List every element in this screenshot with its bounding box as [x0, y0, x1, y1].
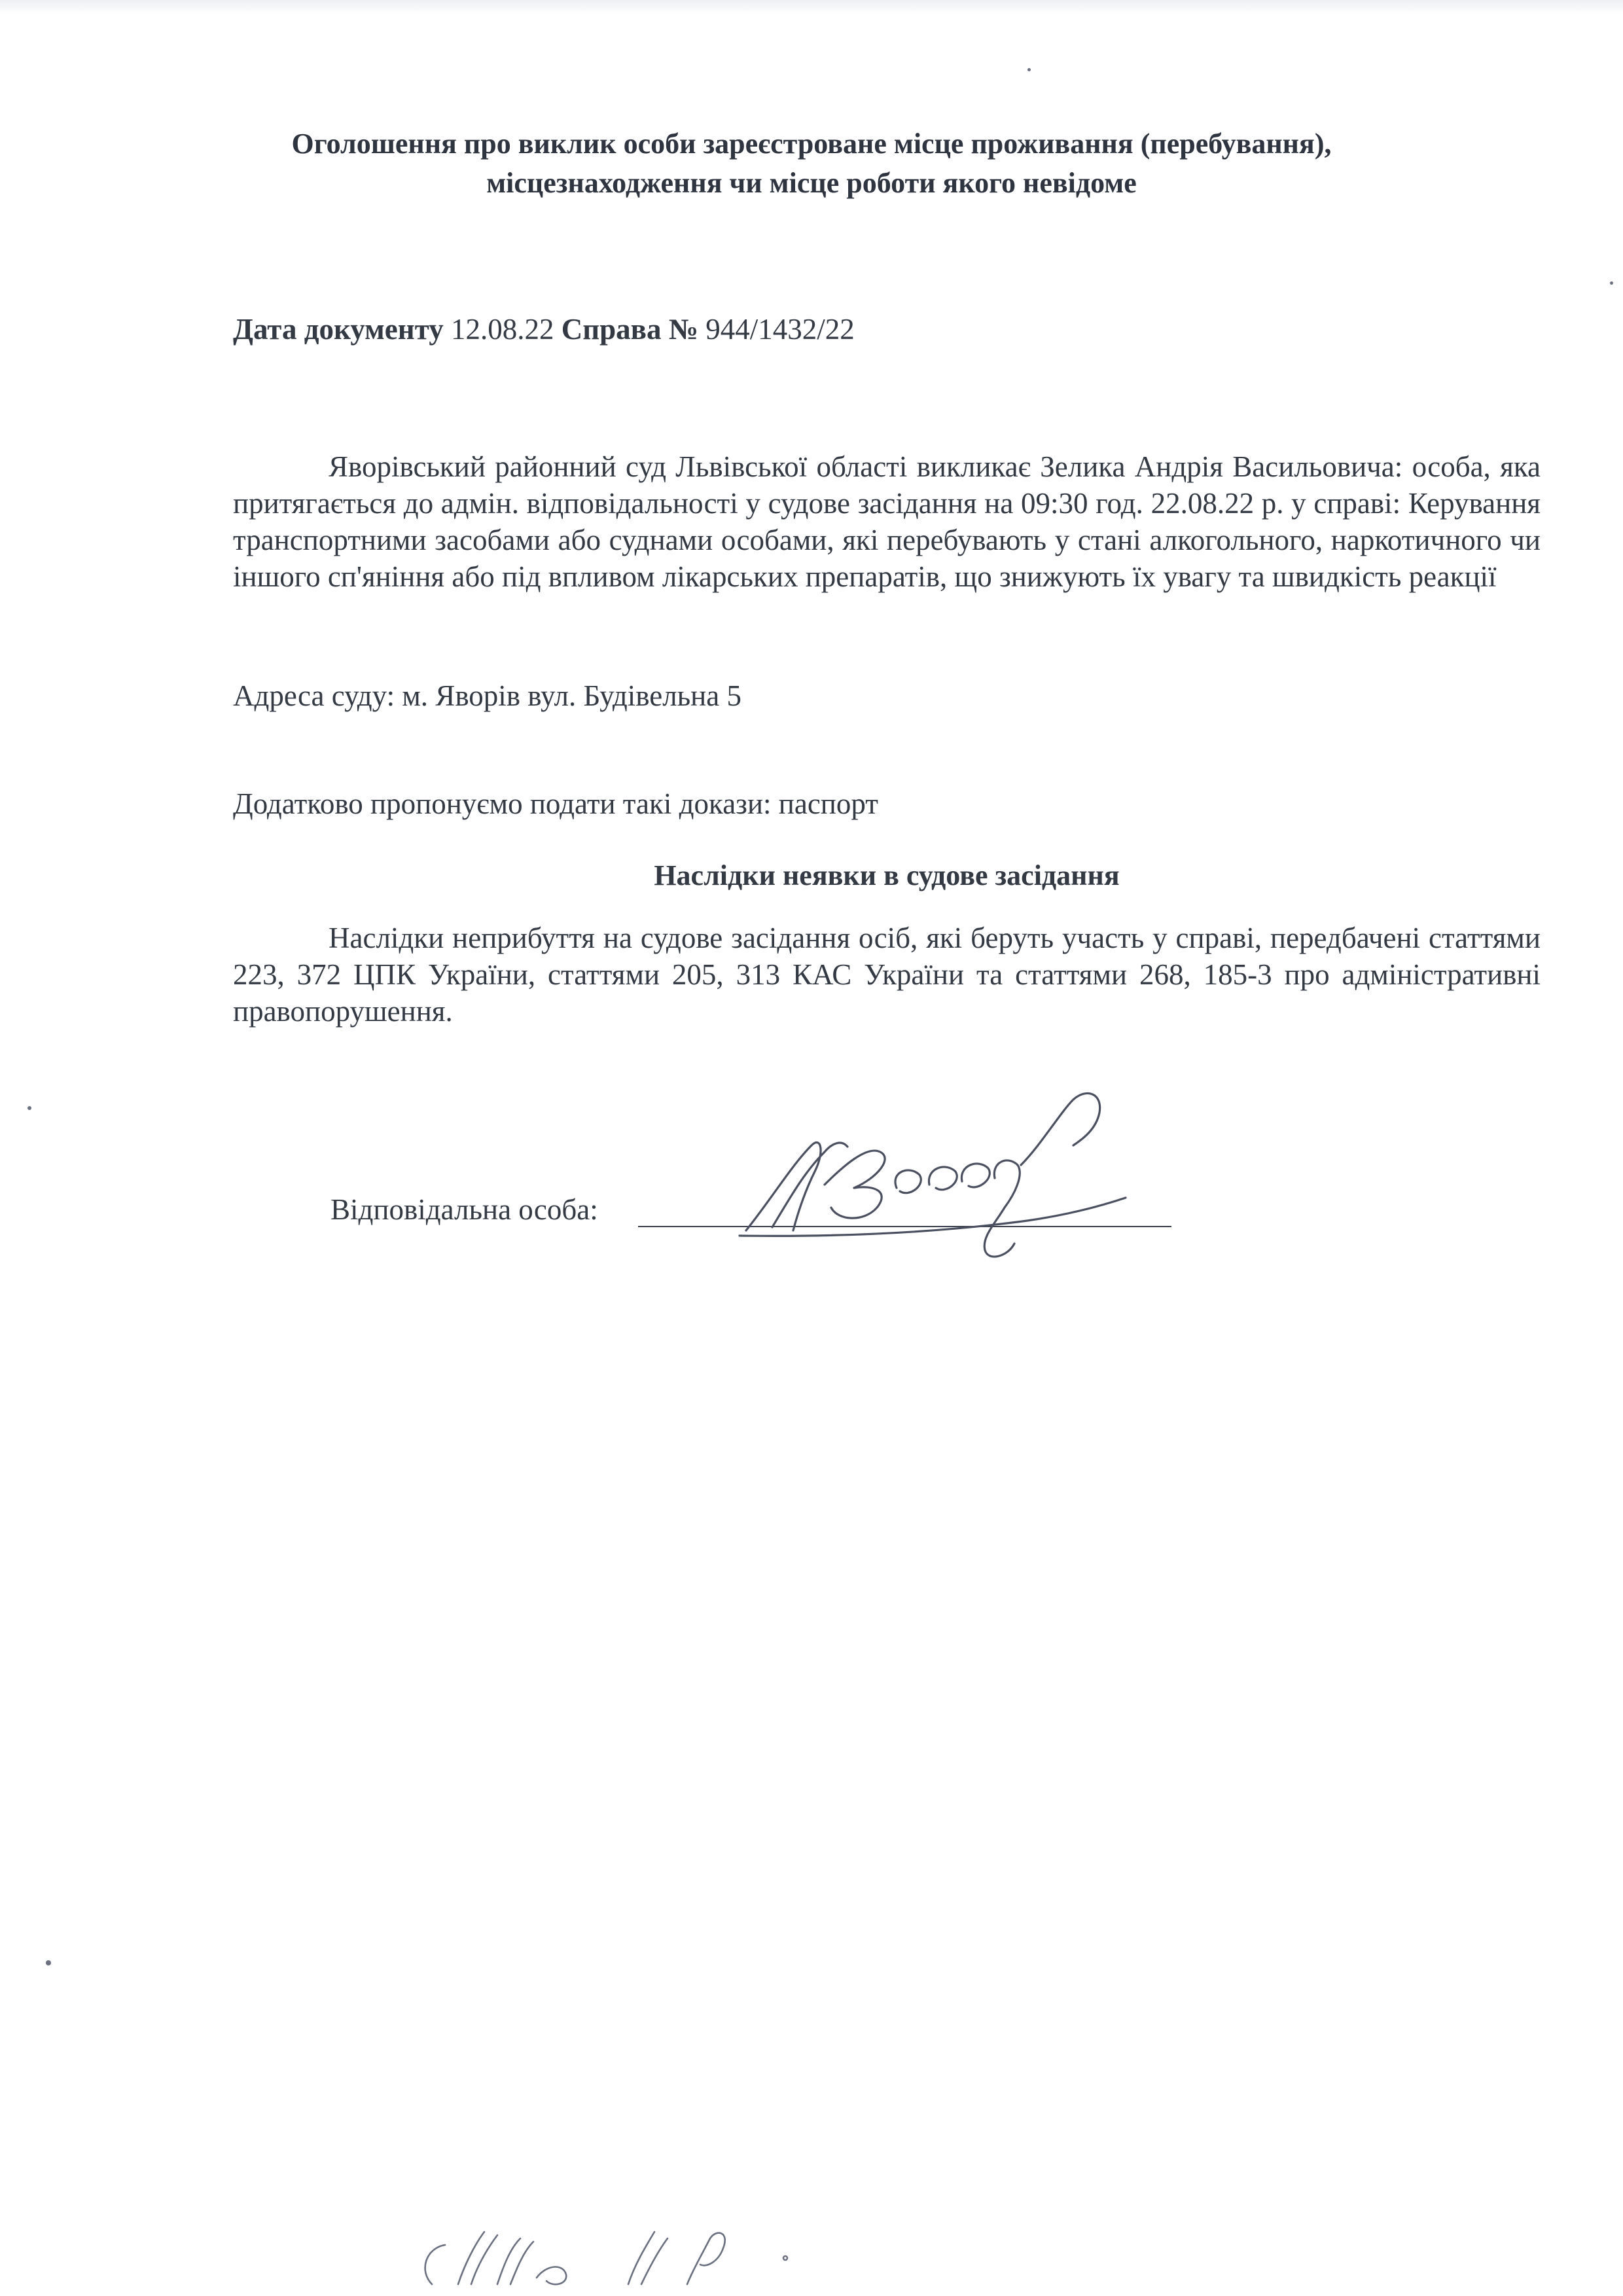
case-label: Справа №: [561, 313, 698, 346]
consequences-paragraph: Наслідки неприбуття на судове засідання осіб, які беруть участь у справі, передбачені статтями 223, 372 ЦПК України, статтями 205, 313 КАС України та статтями 268, 185-3 про адміністративні правопорушення.: [233, 922, 1541, 1028]
title-line-1: Оголошення про виклик особи зареєстроване місце проживання (перебування),: [291, 128, 1332, 160]
document-meta: [233, 311, 855, 348]
evidence-request: Додатково пропонуємо подати такі докази: паспорт: [233, 787, 878, 820]
case-number: 944/1432/22: [705, 313, 855, 346]
handwritten-annotation: [406, 2186, 864, 2296]
scan-speck: [46, 1960, 51, 1965]
handwritten-signature: [733, 1073, 1139, 1270]
responsible-person-label: Відповідальна особа:: [330, 1193, 598, 1226]
scan-speck: [1610, 281, 1613, 285]
consequences-heading: Наслідки неявки в судове засідання: [654, 859, 1120, 891]
scan-speck: [1027, 68, 1031, 71]
document-title: [170, 124, 1453, 203]
court-address: Адреса суду: м. Яворів вул. Будівельна 5: [233, 679, 741, 712]
date-label: Дата документу: [233, 313, 444, 346]
title-line-2: місцезнаходження чи місце роботи якого невідоме: [486, 167, 1137, 199]
summons-paragraph: Яворівський районний суд Львівської області викликає Зелика Андрія Васильовича: особа, яка притягається до адмін. відповідальності у судове засідання на 09:30 год. 22.08.22 р. у справі: Керування транспортними засобами або суднами особами, які перебувають у стані алкогольного, наркотичного чи іншого сп'яніння або під впливом лікарських препаратів, що знижують їх увагу та швидкість реакції: [233, 450, 1541, 593]
scan-top-edge: [0, 0, 1623, 14]
date-value: 12.08.22: [450, 313, 554, 346]
scan-speck: [27, 1106, 31, 1110]
